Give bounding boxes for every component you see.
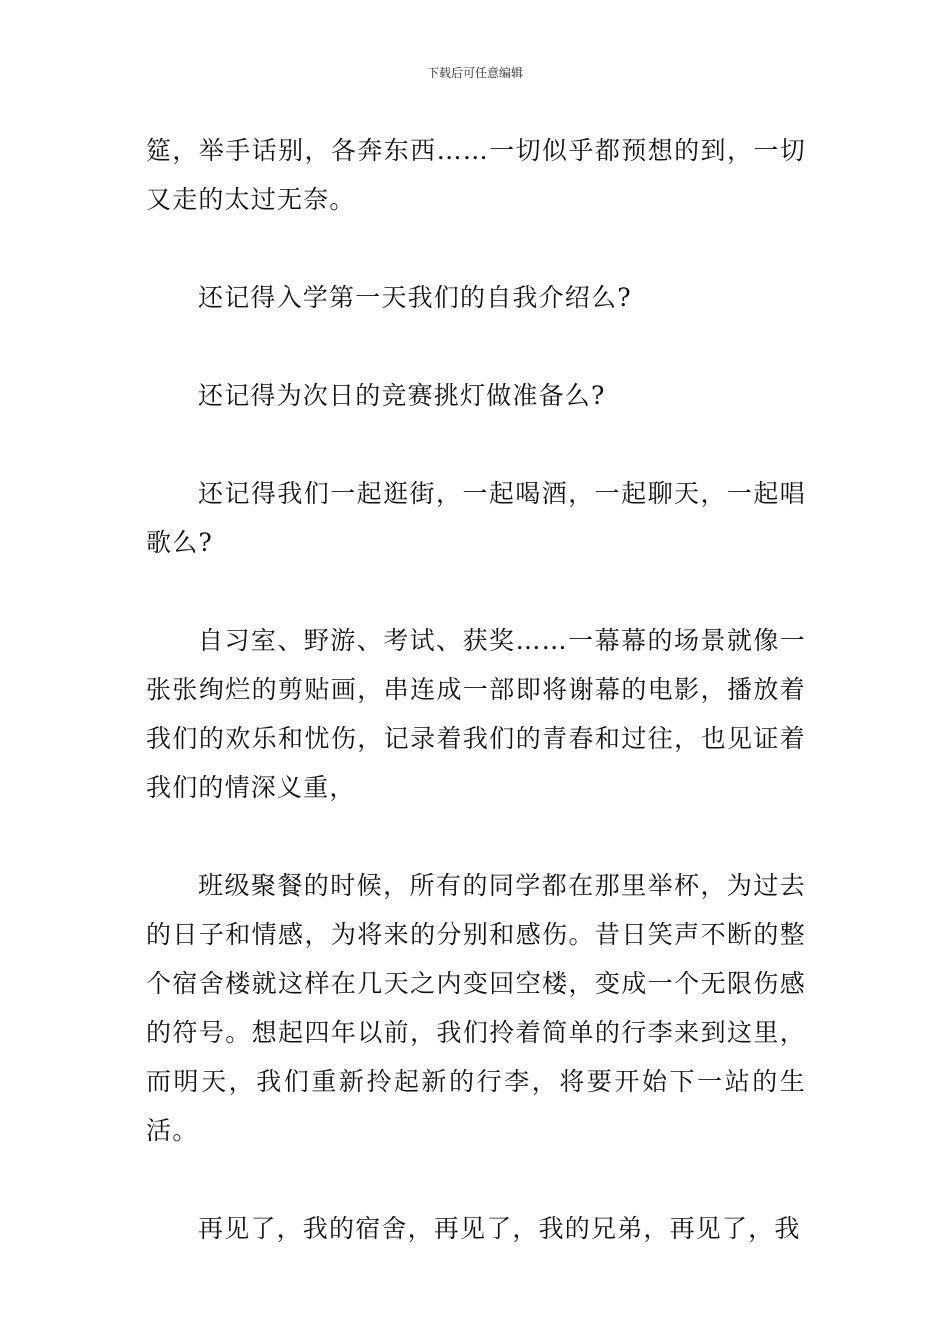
paragraph-farewell: 再见了，我的宿舍，再见了，我的兄弟，再见了，我 [198,1214,801,1243]
paragraph-continuation: 筵，举手话别，各奔东西……一切似乎都预想的到，一切又走的太过无奈。 [146,136,806,214]
paragraph-gap [146,1155,806,1204]
document-body [146,126,806,1253]
paragraph-competition: 还记得为次日的竞赛挑灯做准备么? [198,381,606,410]
paragraph-gap [146,420,806,469]
paragraph-together: 还记得我们一起逛街，一起喝酒，一起聊天，一起唱歌么? [146,479,806,557]
paragraph-memories: 自习室、野游、考试、获奖……一幕幕的场景就像一张张绚烂的剪贴画，串连成一部即将谢幕的电影，播放着我们的欢乐和忧伤，记录着我们的青春和过往，也见证着我们的情深义重， [146,626,806,802]
paragraph-gap [146,224,806,273]
paragraph-gap [146,812,806,861]
paragraph-self-introduction: 还记得入学第一天我们的自我介绍么? [198,283,632,312]
page-header: 下载后可任意编辑 [426,66,523,80]
paragraph-gap [146,322,806,371]
paragraph-gap [146,567,806,616]
paragraph-class-dinner: 班级聚餐的时候，所有的同学都在那里举杯，为过去的日子和情感，为将来的分别和感伤。昔日笑声不断的整个宿舍楼就这样在几天之内变回空楼，变成一个无限伤感的符号。想起四年以前，我们拎着简单的行李来到这里，而明天，我们重新拎起新的行李，将要开始下一站的生活。 [146,871,806,1145]
